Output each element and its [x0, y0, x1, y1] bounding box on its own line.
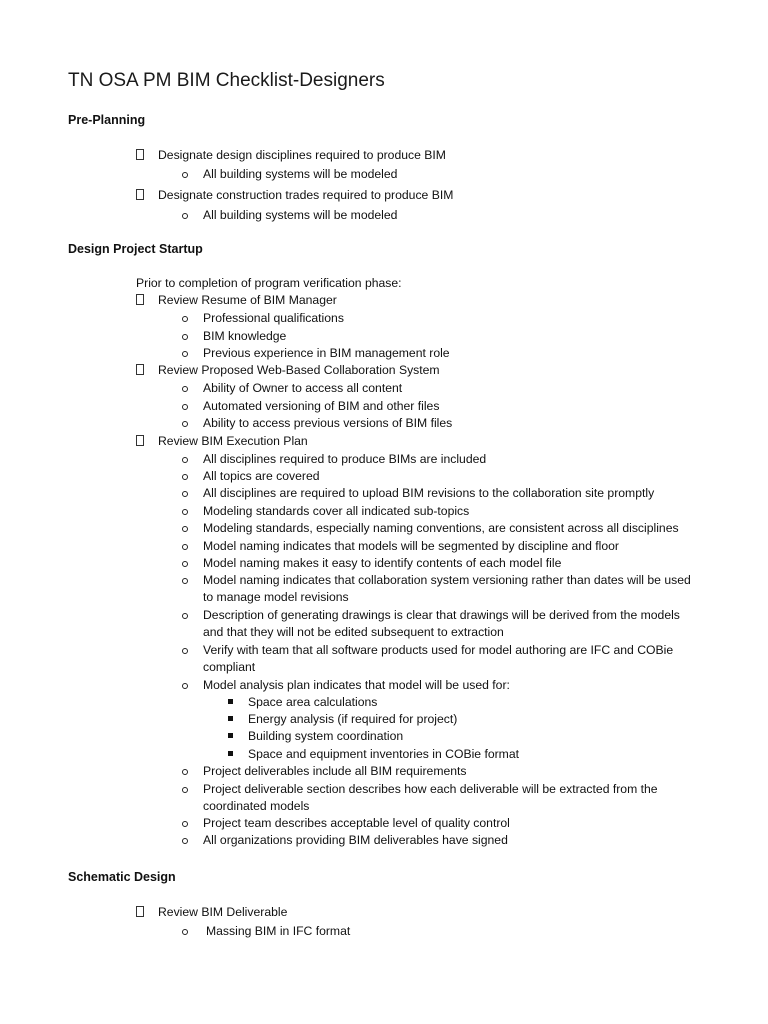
sub-item-label: All building systems will be modeled — [203, 167, 398, 181]
sub-item-label: Modeling standards cover all indicated sub-topics — [203, 504, 470, 518]
circle-bullet-icon — [182, 821, 188, 827]
sub-item-label: Model naming indicates that collaboration system versioning rather than dates will be used to manage model revisions — [203, 573, 691, 604]
sub-item-label: Ability of Owner to access all content — [203, 381, 403, 395]
circle-bullet-icon — [182, 509, 188, 515]
circle-bullet-icon — [182, 561, 188, 567]
checklist-item-label: Review BIM Execution Plan — [158, 434, 308, 448]
circle-bullet-icon — [182, 316, 188, 322]
sub-item-label: Model naming makes it easy to identify contents of each model file — [203, 556, 562, 570]
circle-bullet-icon — [182, 421, 188, 427]
sub-item-label: All building systems will be modeled — [203, 208, 398, 222]
page-title: TN OSA PM BIM Checklist-Designers — [68, 70, 385, 91]
sub-sub-item-label: Space and equipment inventories in COBie format — [248, 747, 519, 761]
sub-item — [182, 642, 702, 676]
circle-bullet-icon — [182, 526, 188, 532]
sub-item-label: Automated versioning of BIM and other files — [203, 399, 440, 413]
circle-bullet-icon — [182, 648, 188, 654]
checkbox-icon[interactable] — [136, 189, 144, 200]
circle-bullet-icon — [182, 457, 188, 463]
sub-item-label: Project deliverable section describes how each deliverable will be extracted from the coordinated models — [203, 782, 658, 813]
checkbox-icon[interactable] — [136, 435, 144, 446]
checkbox-icon[interactable] — [136, 294, 144, 305]
sub-item-label: Massing BIM in IFC format — [206, 924, 351, 938]
checkbox-icon[interactable] — [136, 149, 144, 160]
sub-item-label: Previous experience in BIM management role — [203, 346, 450, 360]
sub-item-label: All organizations providing BIM deliverables have signed — [203, 833, 508, 847]
circle-bullet-icon — [182, 613, 188, 619]
sub-item — [182, 572, 702, 606]
section-heading-schematic-design: Schematic Design — [68, 870, 176, 884]
sub-sub-item-label: Energy analysis (if required for project) — [248, 712, 458, 726]
checklist-item-label: Review Proposed Web-Based Collaboration System — [158, 363, 440, 377]
section-heading-design-project-startup: Design Project Startup — [68, 242, 203, 256]
sub-item-label: Model naming indicates that models will be segmented by discipline and floor — [203, 539, 619, 553]
intro-text: Prior to completion of program verification phase: — [136, 276, 402, 290]
sub-item-label: Description of generating drawings is clear that drawings will be derived from the models and that they will not be edited subsequent to extraction — [203, 608, 680, 639]
sub-item-label: All disciplines required to produce BIMs are included — [203, 452, 487, 466]
square-bullet-icon — [228, 716, 233, 721]
circle-bullet-icon — [182, 544, 188, 550]
sub-item-label: Project deliverables include all BIM requirements — [203, 764, 467, 778]
sub-item-label: Model analysis plan indicates that model will be used for: — [203, 678, 510, 692]
sub-item-label: All disciplines are required to upload BIM revisions to the collaboration site promptly — [203, 486, 655, 500]
sub-sub-item-label: Building system coordination — [248, 729, 404, 743]
checklist-item-label: Review Resume of BIM Manager — [158, 293, 337, 307]
circle-bullet-icon — [182, 491, 188, 497]
checklist-item-label: Review BIM Deliverable — [158, 905, 288, 919]
checkbox-icon[interactable] — [136, 906, 144, 917]
circle-bullet-icon — [182, 683, 188, 689]
sub-sub-item-label: Space area calculations — [248, 695, 378, 709]
circle-bullet-icon — [182, 351, 188, 357]
square-bullet-icon — [228, 733, 233, 738]
sub-item-label: All topics are covered — [203, 469, 320, 483]
checklist-item-label: Designate construction trades required to produce BIM — [158, 188, 454, 202]
circle-bullet-icon — [182, 474, 188, 480]
square-bullet-icon — [228, 699, 233, 704]
circle-bullet-icon — [182, 172, 188, 178]
sub-item-label: Professional qualifications — [203, 311, 344, 325]
square-bullet-icon — [228, 751, 233, 756]
sub-item-label: Ability to access previous versions of BIM files — [203, 416, 453, 430]
circle-bullet-icon — [182, 787, 188, 793]
circle-bullet-icon — [182, 769, 188, 775]
circle-bullet-icon — [182, 404, 188, 410]
checklist-item-label: Designate design disciplines required to produce BIM — [158, 148, 446, 162]
sub-item-label: BIM knowledge — [203, 329, 287, 343]
section-heading-pre-planning: Pre-Planning — [68, 113, 146, 127]
circle-bullet-icon — [182, 838, 188, 844]
sub-item — [182, 781, 702, 815]
circle-bullet-icon — [182, 213, 188, 219]
circle-bullet-icon — [182, 578, 188, 584]
sub-item-label: Modeling standards, especially naming conventions, are consistent across all disciplines — [203, 521, 679, 535]
circle-bullet-icon — [182, 334, 188, 340]
checkbox-icon[interactable] — [136, 364, 144, 375]
circle-bullet-icon — [182, 386, 188, 392]
circle-bullet-icon — [182, 929, 188, 935]
sub-item-label: Project team describes acceptable level of quality control — [203, 816, 510, 830]
sub-item-label: Verify with team that all software products used for model authoring are IFC and COBie compliant — [203, 643, 674, 674]
sub-item — [182, 607, 702, 641]
